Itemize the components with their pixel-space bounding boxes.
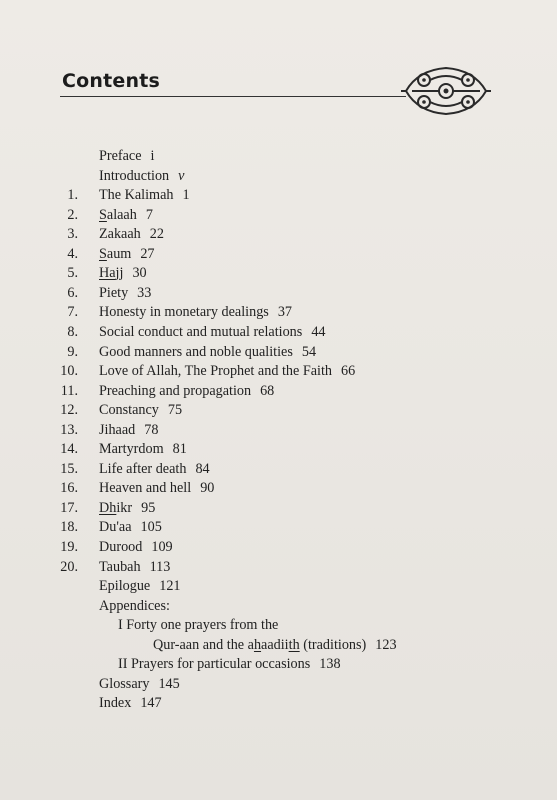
toc-entry-title: Appendices: bbox=[99, 597, 170, 614]
toc-entry bbox=[0, 498, 557, 518]
toc-entry-title: Jihaad 78 bbox=[99, 421, 159, 438]
toc-entry bbox=[0, 400, 557, 420]
toc-entry-title: Qur-aan and the ahaadiith (traditions) 123 bbox=[153, 636, 397, 653]
page-title: Contents bbox=[62, 70, 161, 92]
toc-entry bbox=[0, 596, 557, 616]
toc-entry-title: I Forty one prayers from the bbox=[118, 617, 279, 634]
toc-entry-page: 84 bbox=[195, 460, 210, 477]
toc-entry-number: 9. bbox=[67, 343, 78, 360]
toc-entry bbox=[0, 283, 557, 303]
toc-entry bbox=[0, 146, 557, 166]
toc-entry-number: 3. bbox=[67, 226, 78, 243]
toc-entry-page: 75 bbox=[167, 402, 183, 419]
toc-entry-page: 95 bbox=[141, 499, 156, 516]
toc-entry-title: Salaah 7 bbox=[99, 206, 153, 223]
toc-entry-page: 138 bbox=[319, 656, 341, 673]
toc-entry bbox=[0, 439, 557, 459]
toc-entry-title: Heaven and hell 90 bbox=[99, 480, 215, 497]
toc-entry-title: Preface i bbox=[99, 148, 155, 164]
toc-entry-number: 15. bbox=[60, 460, 78, 477]
toc-entry-title: Honesty in monetary dealings 37 bbox=[99, 304, 293, 321]
toc-entry bbox=[0, 635, 557, 655]
toc-entry-title: Zakaah 22 bbox=[99, 226, 164, 243]
toc-entry-title: Du'aa 105 bbox=[99, 519, 162, 536]
toc-entry-page: 147 bbox=[140, 695, 162, 712]
toc-entry bbox=[0, 342, 557, 362]
toc-entry bbox=[0, 381, 557, 401]
toc-entry bbox=[0, 205, 557, 225]
toc-entry-page: 66 bbox=[341, 363, 356, 380]
toc-entry-title: Martyrdom 81 bbox=[99, 441, 187, 458]
toc-entry-page: 22 bbox=[149, 226, 164, 243]
toc-entry-number: 20. bbox=[60, 558, 78, 575]
toc-entry-title: Piety 33 bbox=[99, 284, 152, 301]
toc-entry-title: Taubah 113 bbox=[99, 558, 171, 575]
toc-entry bbox=[0, 244, 557, 264]
toc-entry bbox=[0, 693, 557, 713]
toc-entry-number: 17. bbox=[60, 499, 78, 516]
toc-entry-page: 30 bbox=[132, 265, 147, 282]
toc-entry bbox=[0, 185, 557, 205]
toc-entry-title: Saum 27 bbox=[99, 245, 155, 262]
toc-entry-page: 68 bbox=[260, 382, 275, 399]
toc-entry bbox=[0, 263, 557, 283]
toc-entry bbox=[0, 224, 557, 244]
toc-entry-title: Glossary 145 bbox=[99, 675, 180, 692]
toc-entry-number: 6. bbox=[67, 284, 78, 301]
toc-entry-page: 90 bbox=[200, 480, 215, 497]
toc-entry-page: 1 bbox=[182, 187, 190, 204]
toc-entry bbox=[0, 557, 557, 577]
toc-entry-page: 37 bbox=[277, 304, 293, 321]
toc-entry-page: 27 bbox=[140, 245, 155, 262]
toc-entry bbox=[0, 674, 557, 694]
toc-entry bbox=[0, 166, 557, 186]
toc-entry-page: 109 bbox=[151, 539, 173, 555]
toc-entry bbox=[0, 478, 557, 498]
toc-entry-page: v bbox=[178, 167, 185, 184]
toc-entry-title: Love of Allah, The Prophet and the Faith 66 bbox=[99, 363, 356, 380]
toc-entry bbox=[0, 459, 557, 479]
toc-entry-page: 113 bbox=[149, 558, 171, 575]
toc-entry bbox=[0, 302, 557, 322]
toc-entry bbox=[0, 576, 557, 596]
toc-entry-number: 8. bbox=[67, 323, 78, 340]
toc-entry bbox=[0, 615, 557, 635]
toc-entry-number: 19. bbox=[60, 539, 78, 555]
toc-entry-title: Constancy 75 bbox=[99, 402, 183, 419]
toc-entry-page: 33 bbox=[137, 284, 152, 301]
toc-entry bbox=[0, 361, 557, 381]
toc-entry-number: 11. bbox=[60, 382, 78, 399]
toc-entry-page: 105 bbox=[140, 519, 162, 536]
toc-entry-page: 7 bbox=[145, 206, 153, 223]
toc-entry-page: 44 bbox=[311, 323, 326, 340]
toc-entry-page: 121 bbox=[159, 578, 181, 595]
toc-entry-page: 123 bbox=[375, 636, 397, 653]
toc-entry bbox=[0, 420, 557, 440]
toc-entry bbox=[0, 537, 557, 557]
toc-entry-title: Good manners and noble qualities 54 bbox=[99, 343, 317, 360]
toc-entry-title: Hajj 30 bbox=[99, 265, 147, 282]
toc-entry bbox=[0, 654, 557, 674]
toc-entry-number: 13. bbox=[60, 421, 78, 438]
toc-entry-title: Index 147 bbox=[99, 695, 162, 712]
toc-entry-number: 12. bbox=[60, 402, 78, 419]
toc-entry-page: 78 bbox=[144, 421, 159, 438]
toc-entry-number: 10. bbox=[60, 363, 78, 380]
toc-entry-title: Life after death 84 bbox=[99, 460, 210, 477]
toc-entry-title: Introduction v bbox=[99, 167, 185, 184]
toc-entry-number: 2. bbox=[67, 206, 78, 223]
toc-entry-title: Dhikr 95 bbox=[99, 499, 156, 516]
toc-entry-title: Social conduct and mutual relations 44 bbox=[99, 323, 326, 340]
toc-entry-title: Preaching and propagation 68 bbox=[99, 382, 275, 399]
toc-entry-page: 54 bbox=[301, 343, 317, 360]
toc-entry-number: 7. bbox=[67, 304, 78, 321]
toc-entry-page: i bbox=[150, 148, 155, 164]
toc-entry-page: 81 bbox=[172, 441, 187, 458]
toc-entry-title: II Prayers for particular occasions 138 bbox=[118, 656, 341, 673]
toc-entry-title: Epilogue 121 bbox=[99, 578, 181, 595]
toc-entry-title: The Kalimah 1 bbox=[99, 187, 190, 204]
toc-entry-title: Durood 109 bbox=[99, 539, 173, 555]
toc-entry bbox=[0, 322, 557, 342]
toc-entry-number: 18. bbox=[60, 519, 78, 536]
toc-entry-number: 14. bbox=[60, 441, 78, 458]
toc-entry-number: 4. bbox=[67, 245, 78, 262]
toc-entry-page: 145 bbox=[158, 675, 180, 692]
toc-entry-number: 1. bbox=[67, 187, 78, 204]
toc-entry-number: 16. bbox=[60, 480, 78, 497]
toc-entry-number: 5. bbox=[67, 265, 78, 282]
toc-entry bbox=[0, 517, 557, 537]
